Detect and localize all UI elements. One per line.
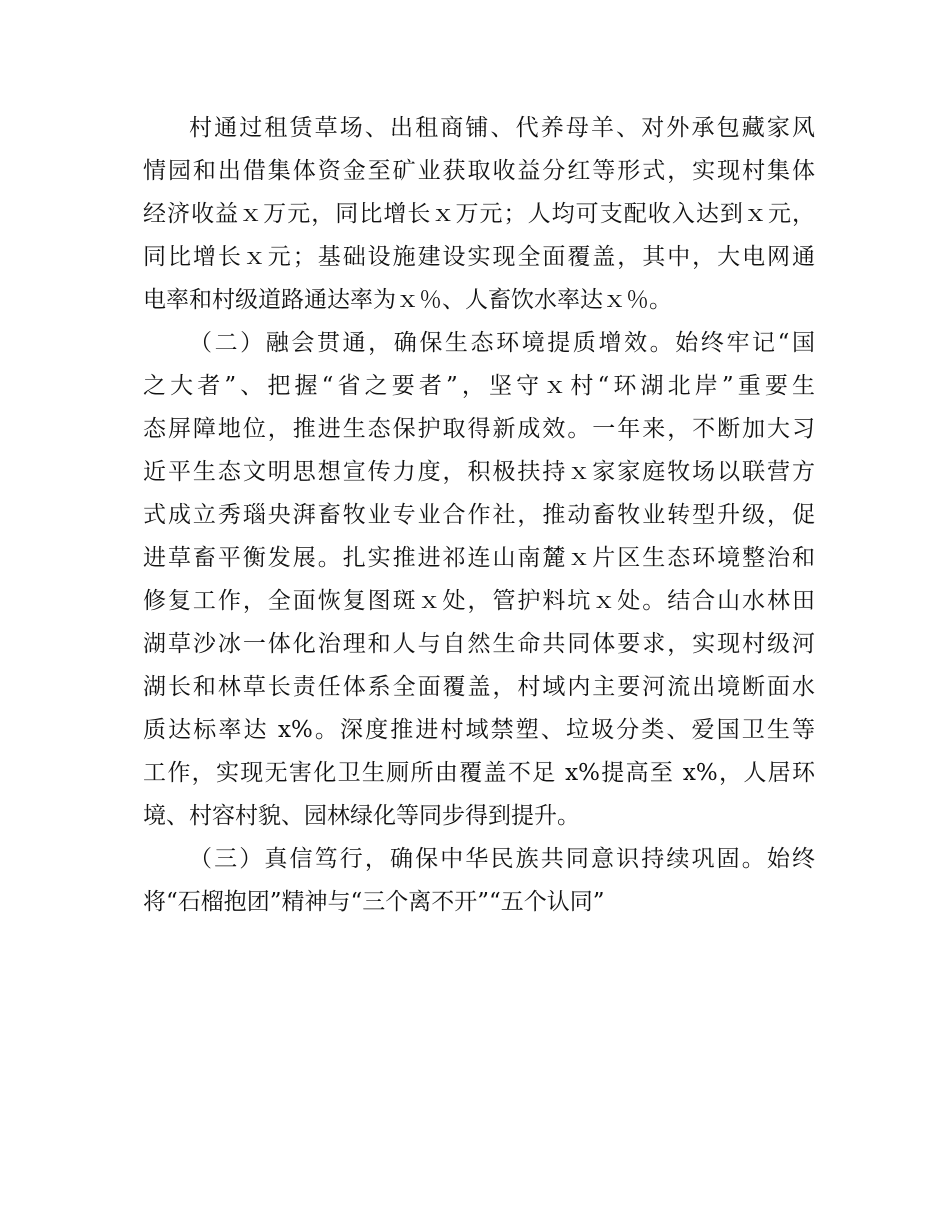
paragraph-line: （二）融会贯通，确保生态环境提质增效。始终牢记“国 (189, 330, 815, 356)
paragraph-line: （三）真信笃行，确保中华民族共同意识持续巩固。始终 (189, 846, 815, 872)
paragraph-line: 修复工作，全面恢复图斑ｘ处，管护料坑ｘ处。结合山水林田 (143, 588, 815, 614)
paragraph-line: 同比增长ｘ元；基础设施建设实现全面覆盖，其中，大电网通 (143, 244, 815, 270)
paragraph-line: 质达标率达 x%。深度推进村域禁塑、垃圾分类、爱国卫生等 (143, 717, 815, 743)
paragraph-line: 之大者”、把握“省之要者”，坚守ｘ村“环湖北岸”重要生 (143, 373, 815, 399)
paragraph-3 (143, 838, 815, 924)
paragraph-line: 经济收益ｘ万元，同比增长ｘ万元；人均可支配收入达到ｘ元， (143, 201, 815, 227)
paragraph-2 (143, 322, 815, 838)
paragraph-line: 将“石榴抱团”精神与“三个离不开”“五个认同” (143, 889, 605, 915)
paragraph-line: 电率和村级道路通达率为ｘ％、人畜饮水率达ｘ％。 (143, 287, 672, 313)
paragraph-line: 湖长和林草长责任体系全面覆盖，村域内主要河流出境断面水 (143, 674, 815, 700)
paragraph-1 (143, 107, 815, 322)
paragraph-line: 式成立秀瑙央湃畜牧业专业合作社，推动畜牧业转型升级，促 (143, 502, 815, 528)
paragraph-line: 工作，实现无害化卫生厕所由覆盖不足 x%提高至 x%，人居环 (143, 760, 815, 786)
paragraph-line: 村通过租赁草场、出租商铺、代养母羊、对外承包藏家风 (189, 115, 815, 141)
paragraph-line: 湖草沙冰一体化治理和人与自然生命共同体要求，实现村级河 (143, 631, 815, 657)
paragraph-line: 近平生态文明思想宣传力度，积极扶持ｘ家家庭牧场以联营方 (143, 459, 815, 485)
paragraph-line: 进草畜平衡发展。扎实推进祁连山南麓ｘ片区生态环境整治和 (143, 545, 815, 571)
paragraph-line: 境、村容村貌、园林绿化等同步得到提升。 (143, 803, 580, 829)
paragraph-line: 态屏障地位，推进生态保护取得新成效。一年来，不断加大习 (143, 416, 815, 442)
document-body (143, 107, 815, 924)
paragraph-line: 情园和出借集体资金至矿业获取收益分红等形式，实现村集体 (143, 158, 815, 184)
